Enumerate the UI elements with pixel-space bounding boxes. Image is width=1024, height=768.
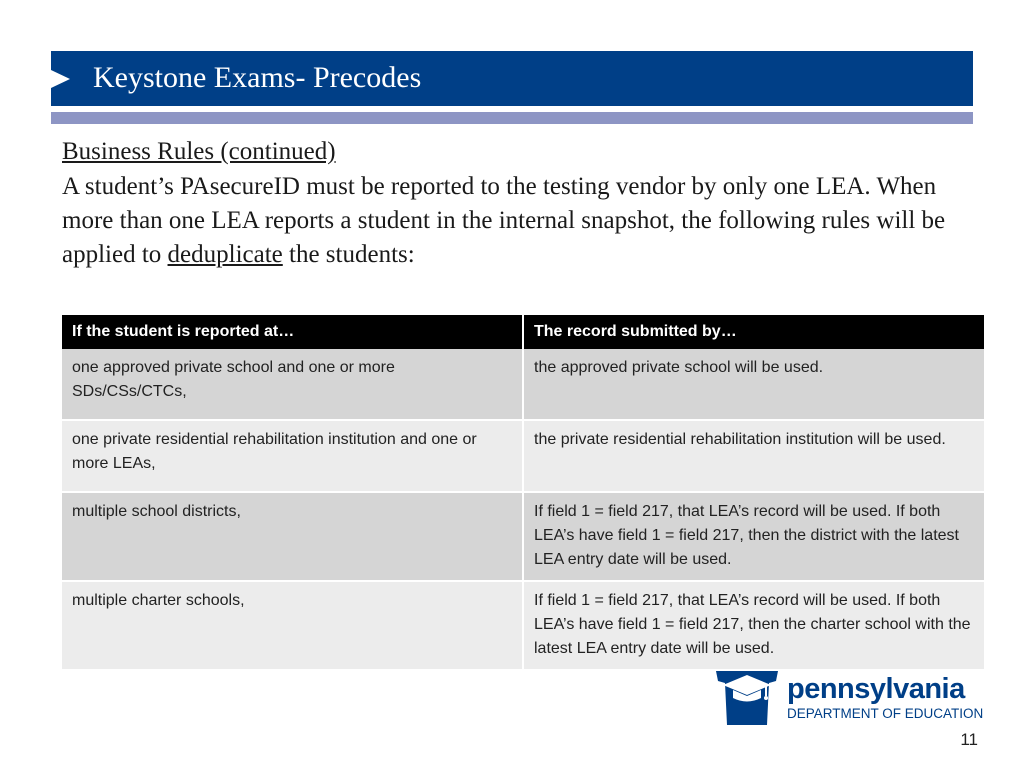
column-header-record-submitted-by: The record submitted by… bbox=[523, 315, 984, 349]
pde-logo bbox=[714, 665, 984, 727]
intro-underlined-word: deduplicate bbox=[167, 241, 283, 268]
table-cell-reported-at: multiple school districts, bbox=[62, 492, 523, 581]
table-row bbox=[62, 581, 984, 669]
table-cell-reported-at: one approved private school and one or more SDs/CSs/CTCs, bbox=[62, 349, 523, 420]
table-header-row bbox=[62, 315, 984, 349]
intro-text-after: the students: bbox=[282, 241, 415, 268]
table-cell-record-used: the private residential rehabilitation institution will be used. bbox=[523, 420, 984, 492]
section-subheading: Business Rules (continued) bbox=[62, 138, 336, 165]
header-stripe bbox=[51, 112, 973, 124]
table-row bbox=[62, 492, 984, 581]
logo-department: DEPARTMENT OF EDUCATION bbox=[787, 706, 984, 721]
table-row bbox=[62, 420, 984, 492]
logo-wordmark: pennsylvania bbox=[787, 673, 965, 705]
table-cell-reported-at: one private residential rehabilitation institution and one or more LEAs, bbox=[62, 420, 523, 492]
intro-text-before: A student’s PAsecureID must be reported to the testing vendor by only one LEA. When more than one LEA reports a student in the internal snapshot, the following rules will be applied to bbox=[62, 173, 946, 268]
table-row bbox=[62, 349, 984, 420]
table-cell-record-used: If field 1 = field 217, that LEA’s record will be used. If both LEA’s have field 1 = field 217, then the district with the latest LEA entry date will be used. bbox=[523, 492, 984, 581]
page-title: Keystone Exams- Precodes bbox=[93, 61, 422, 94]
table-cell-record-used: the approved private school will be used. bbox=[523, 349, 984, 420]
keystone-graduation-cap-icon bbox=[714, 665, 780, 727]
page-number: 11 bbox=[960, 730, 978, 749]
table-cell-record-used: If field 1 = field 217, that LEA’s record will be used. If both LEA’s have field 1 = field 217, then the charter school with the latest LEA entry date will be used. bbox=[523, 581, 984, 669]
table-cell-reported-at: multiple charter schools, bbox=[62, 581, 523, 669]
header-arrow-icon bbox=[51, 70, 70, 88]
business-rules-table bbox=[62, 315, 984, 669]
column-header-reported-at: If the student is reported at… bbox=[62, 315, 523, 349]
intro-paragraph bbox=[62, 170, 972, 272]
